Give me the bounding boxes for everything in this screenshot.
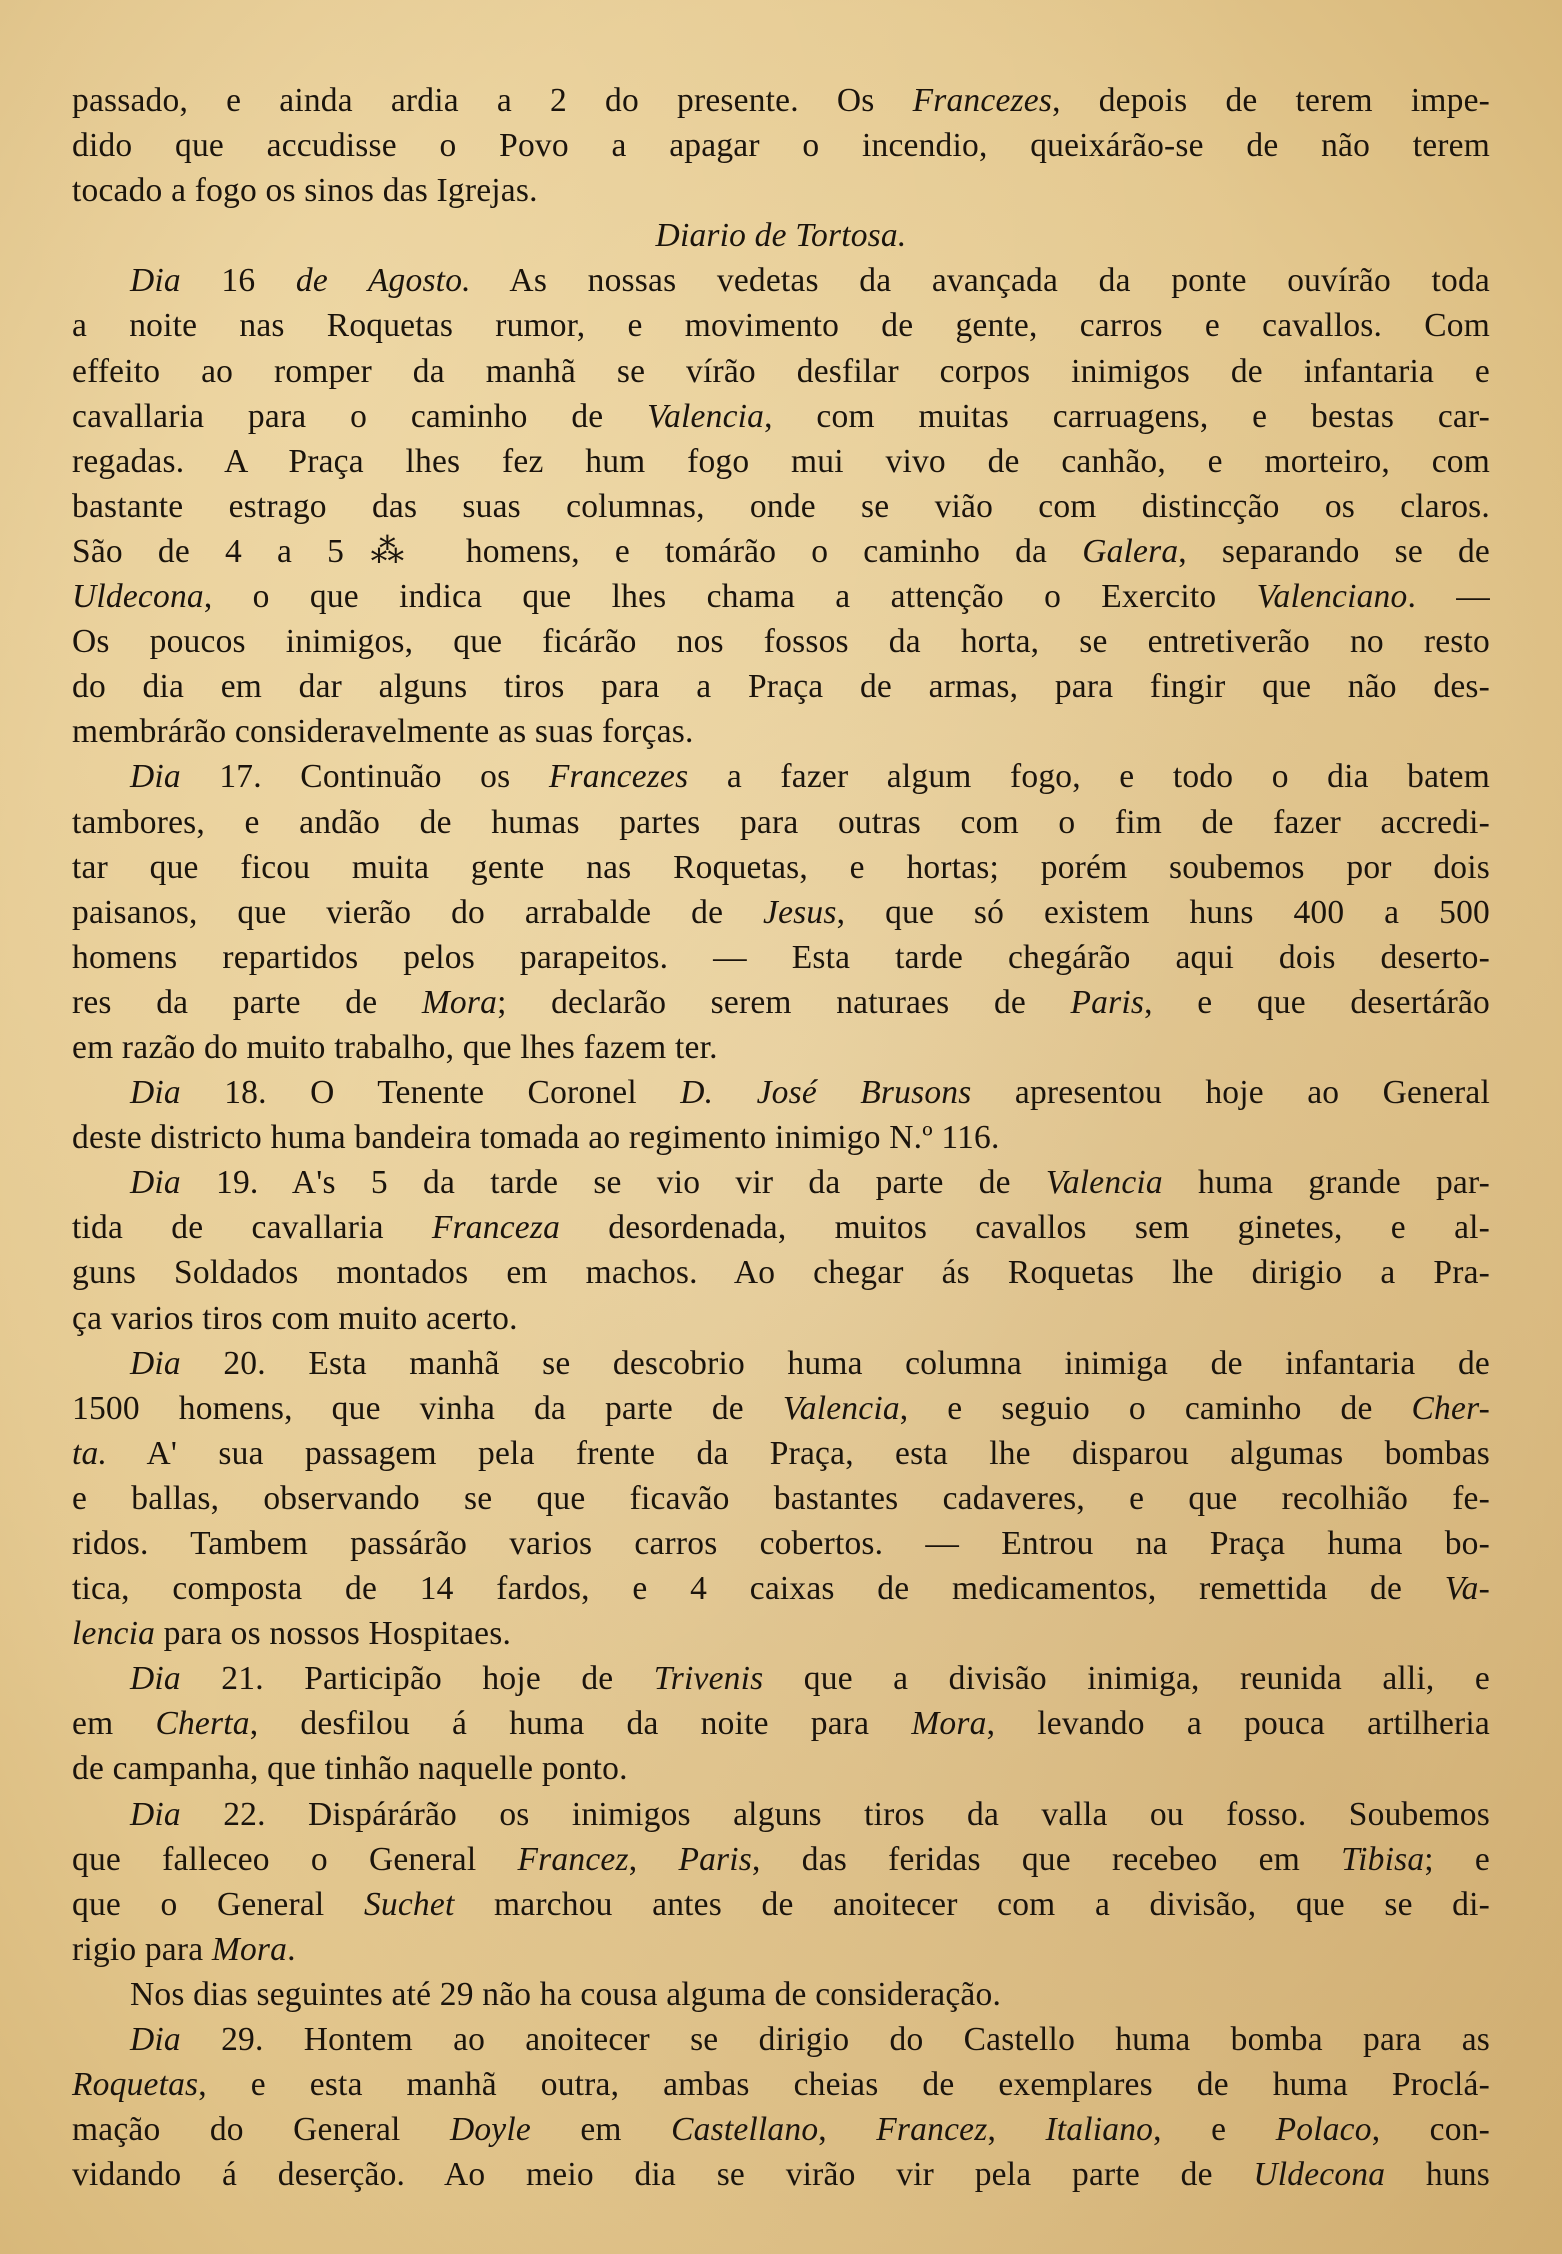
text-span: , e [1153, 2111, 1276, 2149]
text-line [72, 935, 1490, 980]
text-line [72, 78, 1490, 123]
text-span: deste districto huma bandeira tomada ao regimento inimigo N.º 116. [72, 1119, 1000, 1157]
text-span: bastante estrago das suas columnas, onde se vião com distincção os claros. [72, 487, 1490, 525]
text-line [72, 1566, 1490, 1611]
text-line [72, 890, 1490, 935]
italic-text: Francez [517, 1840, 629, 1878]
italic-text: Va- [1444, 1570, 1490, 1608]
italic-text: Dia [130, 758, 181, 796]
text-span: Os poucos inimigos, que ficárão nos fossos da horta, se entretiverão no resto [72, 623, 1490, 661]
italic-text: D. José Brusons [680, 1074, 972, 1112]
italic-text: Dia [130, 2021, 181, 2059]
text-span: marchou antes de anoitecer com a divisão, que se di- [454, 1885, 1490, 1923]
text-line [72, 1972, 1490, 2017]
italic-text: Francezes [912, 82, 1053, 119]
text-span: 21. Participão hoje de [180, 1660, 654, 1698]
text-span: A' sua passagem pela frente da Praça, esta lhe disparou algumas bombas [107, 1434, 1490, 1472]
text-line [72, 258, 1490, 303]
text-span: paisanos, que vierão do arrabalde de [72, 893, 764, 931]
text-span: , que só existem huns 400 a 500 [836, 893, 1490, 931]
italic-text: Valenciano [1256, 578, 1408, 616]
text-span: que o General [72, 1885, 364, 1923]
text-line [72, 1341, 1490, 1386]
italic-text: Galera [1082, 532, 1179, 570]
italic-text: Valencia [647, 397, 765, 435]
text-span: , [628, 1840, 679, 1878]
text-span: 22. Dispárárão os inimigos alguns tiros da valla ou fosso. Soubemos [180, 1795, 1490, 1833]
text-span: em [72, 1705, 156, 1743]
text-span: , con- [1371, 2111, 1490, 2149]
italic-text: Franceza [431, 1209, 561, 1247]
text-line [72, 1115, 1490, 1160]
italic-text: Valencia [1045, 1164, 1163, 1202]
italic-text: Mora [911, 1705, 987, 1743]
text-span: , [987, 2111, 1046, 2149]
text-span: 16 [180, 262, 296, 300]
text-line [72, 1611, 1490, 1656]
italic-text: Roquetas [72, 2066, 199, 2104]
italic-text: Mora [421, 983, 498, 1021]
text-span: huma grande par- [1162, 1164, 1490, 1202]
text-span: As nossas vedetas da avançada da ponte ouvírão toda [470, 262, 1490, 300]
text-span: ça varios tiros com muito acerto. [72, 1299, 518, 1337]
text-line [72, 709, 1490, 754]
text-span: , com muitas carruagens, e bestas car- [764, 397, 1490, 435]
text-span: 1500 homens, que vinha da parte de [72, 1389, 783, 1427]
text-span: , e que desertárão [1144, 983, 1490, 1021]
text-span: . [287, 1930, 296, 1968]
text-span: , levando a pouca artilheria [986, 1705, 1490, 1743]
text-line [72, 123, 1490, 168]
text-span: mação do General [72, 2111, 450, 2149]
italic-text: Polaco [1275, 2111, 1372, 2149]
text-line [72, 303, 1490, 348]
text-line [72, 1386, 1490, 1431]
text-line [72, 1160, 1490, 1205]
text-span: homens repartidos pelos parapeitos. — Esta tarde chegárão aqui dois deserto- [72, 938, 1490, 976]
text-span: passado, e ainda ardia a 2 do presente. Os [72, 82, 913, 119]
text-span: tar que ficou muita gente nas Roquetas, e hortas; porém soubemos por dois [72, 848, 1490, 886]
text-line [72, 1250, 1490, 1295]
text-line [72, 2152, 1490, 2197]
text-span: , e seguio o caminho de [899, 1389, 1412, 1427]
italic-text: lencia [72, 1615, 156, 1653]
italic-text: Cher- [1411, 1389, 1491, 1427]
text-span: regadas. A Praça lhes fez hum fogo mui vivo de canhão, e morteiro, com [72, 442, 1490, 480]
italic-text: Mora [211, 1930, 288, 1968]
text-line [72, 1431, 1490, 1476]
italic-text: Trivenis [653, 1660, 764, 1698]
section-heading: Diario de Tortosa. [655, 217, 907, 255]
italic-text: Dia [130, 262, 181, 300]
italic-text: Dia [130, 1074, 181, 1112]
italic-text: Dia [130, 1660, 181, 1698]
article-body [72, 78, 1490, 2197]
text-span: 29. Hontem ao anoitecer se dirigio do Castello huma bomba para as [180, 2021, 1490, 2059]
text-line [72, 1070, 1490, 1115]
text-line [72, 1837, 1490, 1882]
italic-text: Uldecona [72, 578, 204, 616]
italic-text: Dia [130, 1164, 181, 1202]
text-span: de campanha, que tinhão naquelle ponto. [72, 1750, 628, 1788]
text-line [72, 1746, 1490, 1791]
text-line [72, 2017, 1490, 2062]
text-span: 18. O Tenente Coronel [180, 1074, 681, 1112]
italic-text: Dia [130, 1795, 181, 1833]
text-span: a noite nas Roquetas rumor, e movimento de gente, carros e cavallos. Com [72, 307, 1490, 345]
italic-text: Uldecona [1253, 2156, 1386, 2194]
text-line [72, 754, 1490, 799]
text-span: vidando á deserção. Ao meio dia se virão vir pela parte de [72, 2156, 1254, 2194]
text-span: que a divisão inimiga, reunida alli, e [763, 1660, 1490, 1698]
text-span: tocado a fogo os sinos das Igrejas. [72, 172, 538, 210]
text-span: tambores, e andão de humas partes para outras com o fim de fazer accredi- [72, 803, 1490, 841]
italic-text: ta. [72, 1434, 108, 1472]
text-line [72, 1882, 1490, 1927]
italic-text: Dia [130, 1344, 181, 1382]
text-line [72, 168, 1490, 213]
text-span: ; declarão serem naturaes de [497, 983, 1071, 1021]
italic-text: Paris [1070, 983, 1145, 1021]
text-line [72, 1701, 1490, 1746]
text-line [72, 664, 1490, 709]
italic-text: Cherta [155, 1705, 250, 1743]
text-span: para os nossos Hospitaes. [155, 1615, 512, 1653]
text-span: cavallaria para o caminho de [72, 397, 648, 435]
text-span: São de 4 a 5⁂ homens, e tomárão o caminho da [72, 532, 1083, 570]
text-line [72, 1296, 1490, 1341]
italic-text: Italiano [1045, 2111, 1154, 2149]
text-line [72, 1927, 1490, 1972]
text-span: huns [1385, 2156, 1490, 2194]
text-line [72, 980, 1490, 1025]
text-line [72, 439, 1490, 484]
text-line [72, 2107, 1490, 2152]
text-span: do dia em dar alguns tiros para a Praça de armas, para fingir que não des- [72, 668, 1490, 706]
text-span: ridos. Tambem passárão varios carros cobertos. — Entrou na Praça huma bo- [72, 1525, 1490, 1562]
text-span: guns Soldados montados em machos. Ao chegar ás Roquetas lhe dirigio a Pra- [72, 1254, 1490, 1292]
text-span: que falleceo o General [72, 1840, 518, 1878]
text-line [72, 800, 1490, 845]
text-line [72, 484, 1490, 529]
italic-text: Paris [678, 1840, 753, 1878]
text-line [72, 529, 1490, 574]
text-line [72, 574, 1490, 619]
text-line [72, 349, 1490, 394]
text-line [72, 1025, 1490, 1070]
text-span: , o que indica que lhes chama a attenção o Exercito [203, 578, 1257, 616]
italic-text: Castellano [671, 2111, 819, 2149]
text-span: tida de cavallaria [72, 1209, 432, 1247]
text-span: a fazer algum fogo, e todo o dia batem [688, 758, 1490, 796]
italic-text: Tibisa [1341, 1840, 1425, 1878]
text-span: 19. A's 5 da tarde se vio vir da parte de [180, 1164, 1046, 1202]
text-line [72, 1656, 1490, 1701]
text-span: em [530, 2111, 672, 2149]
text-span: apresentou hoje ao General [971, 1074, 1490, 1112]
italic-text: Francezes [548, 758, 689, 796]
text-span: , separando se de [1178, 532, 1490, 570]
text-span: , depois de terem impe- [1052, 82, 1490, 119]
italic-text: Doyle [449, 2111, 531, 2149]
italic-text: Suchet [363, 1885, 455, 1923]
text-span: effeito ao romper da manhã se vírão desfilar corpos inimigos de infantaria e [72, 352, 1490, 390]
text-span: dido que accudisse o Povo a apagar o incendio, queixárão-se de não terem [72, 127, 1490, 165]
text-span: 20. Esta manhã se descobrio huma columna inimiga de infantaria de [180, 1344, 1490, 1382]
text-span: e ballas, observando se que ficavão bastantes cadaveres, e que recolhião fe- [72, 1479, 1490, 1517]
text-line [72, 1205, 1490, 1250]
text-span: tica, composta de 14 fardos, e 4 caixas de medicamentos, remettida de [72, 1570, 1445, 1608]
italic-text: Jesus [763, 893, 837, 931]
text-line [72, 1476, 1490, 1521]
text-line [72, 394, 1490, 439]
text-span: , das feridas que recebeo em [752, 1840, 1342, 1878]
text-span: desordenada, muitos cavallos sem ginetes, e al- [560, 1209, 1490, 1247]
text-span: em razão do muito trabalho, que lhes fazem ter. [72, 1028, 718, 1066]
text-line [72, 1792, 1490, 1837]
italic-text: de Agosto. [295, 262, 471, 300]
text-span: Nos dias seguintes até 29 não ha cousa alguma de consideração. [130, 1975, 1002, 2013]
text-span: , desfilou á huma da noite para [249, 1705, 912, 1743]
text-span: , [818, 2111, 877, 2149]
text-span: membrárão consideravelmente as suas forças. [72, 713, 694, 751]
text-span: rigio para [72, 1930, 212, 1968]
text-line [72, 2062, 1490, 2107]
text-span: 17. Continuão os [180, 758, 549, 796]
text-span: . — [1407, 578, 1490, 616]
text-line [72, 845, 1490, 890]
text-span: , e esta manhã outra, ambas cheias de exemplares de huma Proclá- [198, 2066, 1490, 2104]
text-span: ; e [1424, 1840, 1491, 1878]
text-span: res da parte de [72, 983, 422, 1021]
italic-text: Valencia [782, 1389, 900, 1427]
text-line [72, 1521, 1490, 1566]
italic-text: Francez [876, 2111, 988, 2149]
text-line [72, 619, 1490, 664]
